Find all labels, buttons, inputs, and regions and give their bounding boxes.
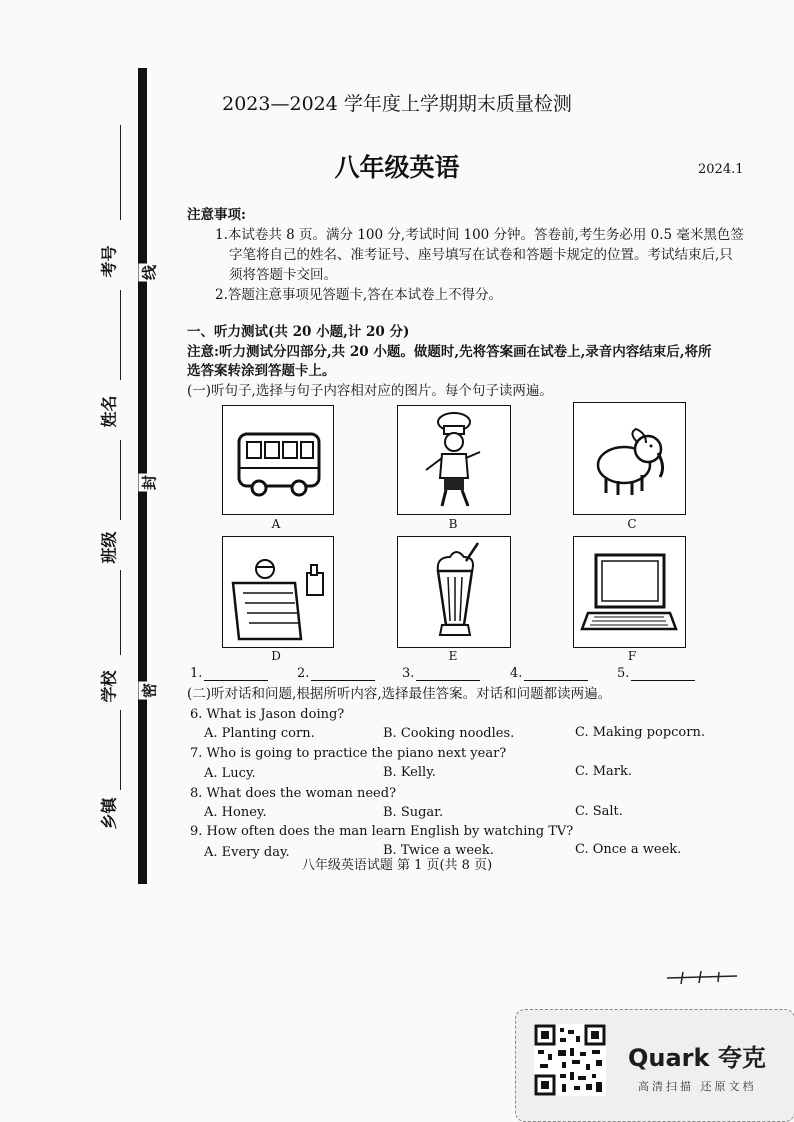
option[interactable]: A. Every day.	[204, 845, 290, 860]
notice-line: 字笔将自己的姓名、准考证号、座号填写在试卷和答题卡规定的位置。考试结束后,只	[229, 247, 733, 263]
picture-d	[222, 536, 334, 648]
elephant-icon	[574, 403, 685, 514]
blank-number: 2.	[297, 666, 310, 681]
exam-id-label: 考号	[99, 245, 119, 278]
picture-e-label: E	[448, 649, 458, 663]
question: 8. What does the woman need?	[190, 786, 397, 801]
blank-number: 4.	[510, 666, 523, 681]
question: 9. How often does the man learn English by watching TV?	[190, 824, 574, 839]
school-label: 学校	[99, 670, 119, 703]
class-line	[120, 440, 121, 520]
name-label: 姓名	[99, 395, 119, 428]
exam-date: 2024.1	[698, 162, 744, 177]
question: 6. What is Jason doing?	[190, 707, 345, 722]
picture-f	[573, 536, 686, 648]
option[interactable]: C. Salt.	[575, 804, 623, 819]
laptop-icon	[574, 537, 685, 647]
exam-title: 2023—2024 学年度上学期期末质量检测	[222, 93, 572, 115]
page-footer: 八年级英语试题 第 1 页(共 8 页)	[301, 858, 493, 873]
blank-number: 5.	[617, 666, 630, 681]
blank-number: 1.	[190, 666, 203, 681]
option[interactable]: B. Kelly.	[383, 765, 436, 780]
notice-line: 2.答题注意事项见答题卡,答在本试卷上不得分。	[215, 287, 503, 303]
answer-blank-2[interactable]	[297, 666, 375, 681]
chef-icon	[398, 406, 510, 514]
answer-blank-4[interactable]	[510, 666, 588, 681]
option[interactable]: A. Honey.	[204, 805, 267, 820]
section-note: 注意:听力测试分四部分,共 20 小题。做题时,先将答案画在试卷上,录音内容结束后,将所	[187, 344, 712, 360]
picture-e	[397, 536, 511, 648]
bus-icon	[223, 406, 333, 514]
answer-blank-5[interactable]	[617, 666, 695, 681]
question: 7. Who is going to practice the piano next year?	[190, 746, 507, 761]
sick-in-bed-icon	[223, 537, 333, 647]
notice-heading: 注意事项:	[187, 207, 246, 223]
picture-b-label: B	[448, 517, 458, 531]
notice-line: 须将答题卡交回。	[229, 267, 337, 283]
option[interactable]: C. Mark.	[575, 764, 633, 779]
part1-instruction: (一)听句子,选择与句子内容相对应的图片。每个句子读两遍。	[187, 383, 553, 399]
name-line	[120, 290, 121, 380]
section-heading: 一、听力测试(共 20 小题,计 20 分)	[187, 324, 410, 340]
township-label: 乡镇	[99, 797, 119, 830]
subject-title: 八年级英语	[334, 153, 460, 182]
seal-char-secret: 密	[140, 683, 159, 699]
seal-char-line: 线	[140, 265, 159, 281]
picture-b	[397, 405, 511, 515]
section-note: 选答案转涂到答题卡上。	[187, 363, 336, 379]
part2-instruction: (二)听对话和问题,根据所听内容,选择最佳答案。对话和问题都读两遍。	[187, 686, 612, 702]
qr-code-icon	[534, 1024, 606, 1096]
option[interactable]: A. Planting corn.	[204, 726, 315, 741]
scan-mark	[665, 968, 740, 986]
quark-brand: Quark 夸克	[628, 1044, 766, 1072]
option[interactable]: A. Lucy.	[204, 766, 256, 781]
picture-d-label: D	[271, 649, 281, 663]
milkshake-icon	[398, 537, 510, 647]
quark-tagline: 高清扫描 还原文档	[638, 1080, 757, 1093]
school-line	[120, 570, 121, 655]
answer-blank-3[interactable]	[402, 666, 480, 681]
option[interactable]: B. Sugar.	[383, 805, 444, 820]
option[interactable]: B. Twice a week.	[383, 843, 494, 858]
notice-line: 1.本试卷共 8 页。满分 100 分,考试时间 100 分钟。答卷前,考生务必用 0.5 毫米黑色签	[215, 227, 744, 243]
quark-watermark	[515, 1009, 794, 1122]
picture-c-label: C	[627, 517, 637, 531]
picture-a-label: A	[271, 517, 281, 531]
answer-blank-1[interactable]	[190, 666, 268, 681]
class-label: 班级	[99, 531, 119, 564]
option[interactable]: C. Once a week.	[575, 842, 682, 857]
option[interactable]: B. Cooking noodles.	[383, 726, 515, 741]
picture-f-label: F	[627, 649, 637, 663]
picture-c	[573, 402, 686, 515]
blank-number: 3.	[402, 666, 415, 681]
option[interactable]: C. Making popcorn.	[575, 725, 705, 740]
picture-a	[222, 405, 334, 515]
seal-char-seal: 封	[140, 475, 159, 491]
township-line	[120, 710, 121, 790]
